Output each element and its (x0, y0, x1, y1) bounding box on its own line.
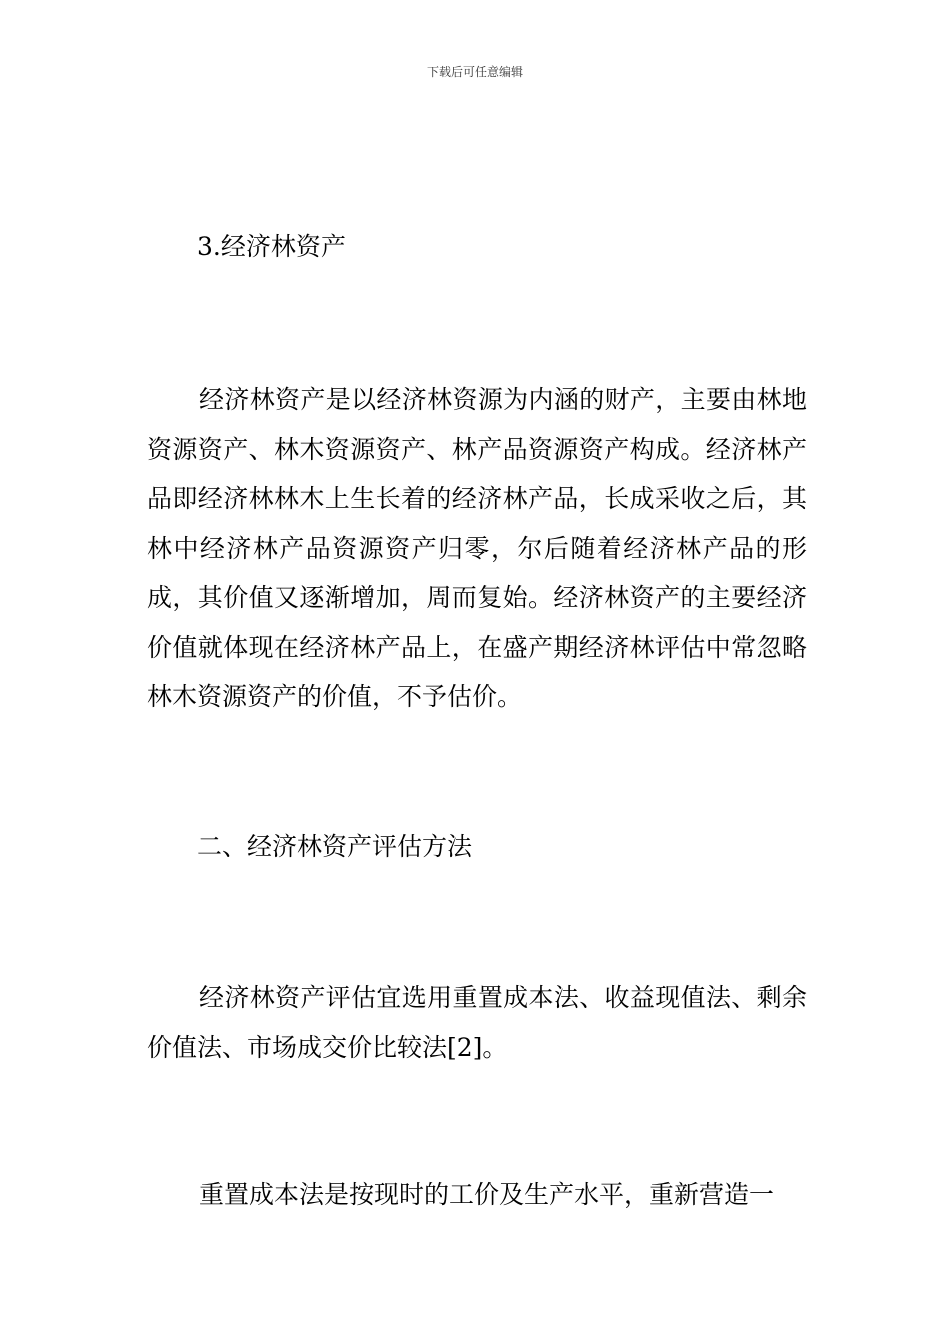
paragraph-evaluation-methods: 经济林资产评估宜选用重置成本法、收益现值法、剩余价值法、市场成交价比较法[2]。 (147, 983, 807, 1062)
section-heading-2: 二、经济林资产评估方法 (197, 832, 473, 861)
section-heading-3: 3.经济林资产 (197, 232, 346, 261)
paragraph-economic-forest-assets: 经济林资产是以经济林资源为内涵的财产，主要由林地资源资产、林木资源资产、林产品资源资产构成。经济林产品即经济林林木上生长着的经济林产品，长成采收之后，其林中经济林产品资源资产归零，尔后随着经济林产品的形成，其价值又逐渐增加，周而复始。经济林资产的主要经济价值就体现在经济林产品上，在盛产期经济林评估中常忽略林木资源资产的价值，不予估价。 (147, 385, 807, 711)
paragraph-replacement-cost: 重置成本法是按现时的工价及生产水平，重新营造一 (199, 1180, 775, 1209)
page-header-note: 下载后可任意编辑 (426, 65, 523, 79)
